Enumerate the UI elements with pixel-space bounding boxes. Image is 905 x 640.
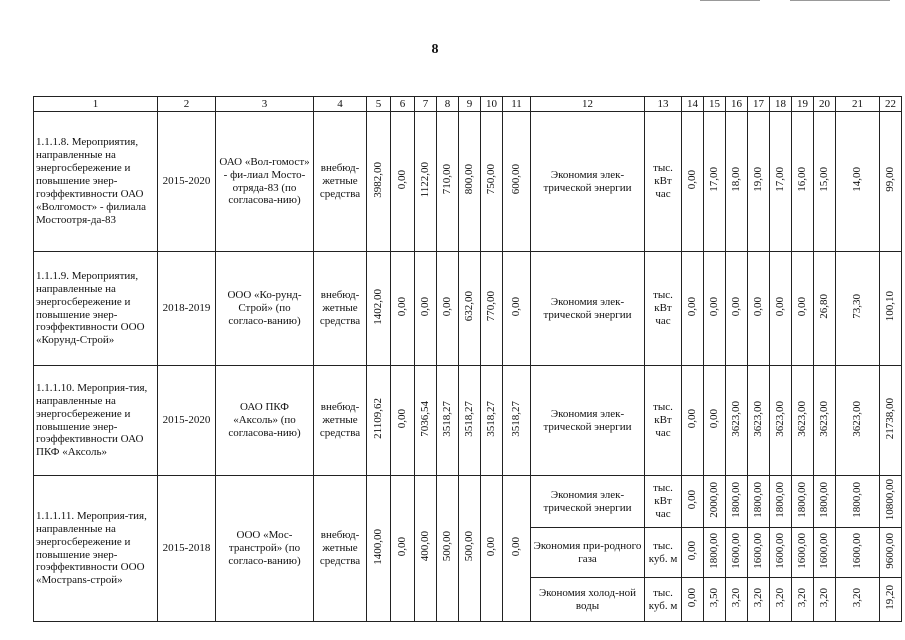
indicator-value-text: 19,20 [884,585,897,610]
indicator-value-text: 1800,00 [752,481,765,518]
funding-value [415,112,437,252]
indicator-name: Экономия элек-трической энергии [531,112,645,252]
indicator-unit: тыс. кВт час [645,112,682,252]
indicator-value [726,252,748,366]
funding-value-text: 0,00 [510,536,523,557]
column-number-14: 14 [682,97,704,112]
indicator-value [682,578,704,622]
column-number-19: 19 [792,97,814,112]
column-number-11: 11 [503,97,531,112]
indicator-value-text: 0,00 [774,296,787,317]
indicator-value-text: 1800,00 [851,481,864,518]
indicator-value [814,366,836,476]
indicator-value [814,252,836,366]
indicator-value [704,366,726,476]
indicator-value [836,366,880,476]
indicator-value-text: 3,20 [730,587,743,608]
funding-value [481,476,503,622]
table-row [34,252,902,366]
funding-value [459,252,481,366]
column-number-18: 18 [770,97,792,112]
indicator-value-text: 0,00 [708,296,721,317]
funding-value-text: 3518,27 [510,400,523,437]
indicator-value [704,476,726,528]
table-header-row [34,97,902,112]
funding-value-text: 500,00 [463,531,476,562]
indicator-value [792,528,814,578]
executor: ОАО «Вол-гомост» - фи-лиал Мосто-отряда-83 (по согласова-нию) [216,112,314,252]
indicator-value [682,252,704,366]
indicator-unit: тыс. кВт час [645,476,682,528]
indicator-name: Экономия холод-ной воды [531,578,645,622]
funding-value [503,476,531,622]
indicator-value-text: 3623,00 [730,400,743,437]
funding-value [459,366,481,476]
indicator-value [836,476,880,528]
funding-value-text: 500,00 [441,531,454,562]
indicator-value [792,252,814,366]
executor: ООО «Ко-рунд-Строй» (по согласо-ванию) [216,252,314,366]
indicator-value [880,112,902,252]
funding-value-text: 21109,62 [372,398,385,439]
indicator-value-text: 3,20 [774,587,787,608]
indicator-value-text: 2000,00 [708,481,721,518]
indicator-value [770,112,792,252]
indicator-value [880,578,902,622]
implementation-period: 2015-2020 [158,366,216,476]
funding-value-text: 3518,27 [485,400,498,437]
funding-value-text: 632,00 [463,291,476,322]
indicator-name: Экономия элек-трической энергии [531,366,645,476]
funding-source: внебюд-жетные средства [314,366,367,476]
funding-value-text: 3518,27 [463,400,476,437]
measure-description: 1.1.1.8. Мероприятия, направленные на энергосбережение и повышение энер-гоэффективности ОАО «Волгомост» - филиала Мостоотря-да-83 [34,112,158,252]
funding-source: внебюд-жетные средства [314,252,367,366]
executor: ОАО ПКФ «Аксоль» (по согласова-нию) [216,366,314,476]
funding-value-text: 7036,54 [419,400,432,437]
column-number-1: 1 [34,97,158,112]
column-number-10: 10 [481,97,503,112]
funding-value-text: 0,00 [396,296,409,317]
indicator-value [748,476,770,528]
column-number-5: 5 [367,97,391,112]
indicator-value-text: 3623,00 [851,400,864,437]
indicator-value [682,528,704,578]
indicator-value-text: 1600,00 [752,532,765,569]
indicator-value [748,366,770,476]
column-number-21: 21 [836,97,880,112]
funding-value-text: 0,00 [510,296,523,317]
column-number-4: 4 [314,97,367,112]
funding-value [437,366,459,476]
funding-value [459,476,481,622]
indicator-value-text: 3,50 [708,587,721,608]
funding-value [459,112,481,252]
indicator-value [748,528,770,578]
funding-value [391,112,415,252]
funding-value [391,366,415,476]
column-number-22: 22 [880,97,902,112]
indicator-value-text: 9600,00 [884,532,897,569]
indicator-value [880,528,902,578]
funding-source: внебюд-жетные средства [314,476,367,622]
indicator-value [836,112,880,252]
indicator-value [704,252,726,366]
indicator-value [814,528,836,578]
funding-value-text: 3518,27 [441,400,454,437]
indicator-value [880,476,902,528]
indicator-value [770,252,792,366]
indicator-unit: тыс. кВт час [645,252,682,366]
funding-value [391,252,415,366]
indicator-value-text: 1600,00 [774,532,787,569]
indicator-value-text: 0,00 [686,540,699,561]
column-number-13: 13 [645,97,682,112]
indicator-value-text: 1800,00 [818,481,831,518]
funding-value-text: 1122,00 [419,161,432,198]
implementation-period: 2015-2018 [158,476,216,622]
indicator-value [836,578,880,622]
funding-value [437,476,459,622]
indicator-value-text: 14,00 [851,167,864,192]
funding-value [481,112,503,252]
funding-value-text: 600,00 [510,164,523,195]
column-number-3: 3 [216,97,314,112]
executor: ООО «Мос-транстрой» (по согласо-ванию) [216,476,314,622]
indicator-value [726,476,748,528]
funding-value-text: 3982,00 [372,161,385,198]
funding-value-text: 710,00 [441,164,454,195]
funding-value-text: 0,00 [396,169,409,190]
indicator-value-text: 21738,00 [884,397,897,440]
funding-value [367,366,391,476]
indicator-value-text: 1800,00 [730,481,743,518]
indicator-value-text: 17,00 [708,167,721,192]
indicator-value-text: 0,00 [686,296,699,317]
indicator-value-text: 19,00 [752,167,765,192]
indicator-value-text: 16,00 [796,167,809,192]
indicator-value [726,528,748,578]
indicator-value-text: 1600,00 [818,532,831,569]
funding-value [481,366,503,476]
funding-value [437,252,459,366]
indicator-value [682,366,704,476]
column-number-6: 6 [391,97,415,112]
indicator-value-text: 3623,00 [818,400,831,437]
page-number: 8 [431,42,439,57]
indicator-value-text: 1600,00 [796,532,809,569]
table-row [34,476,902,528]
indicator-value-text: 0,00 [730,296,743,317]
funding-value-text: 400,00 [419,531,432,562]
indicator-value-text: 1600,00 [730,532,743,569]
funding-value [503,112,531,252]
funding-value-text: 1402,00 [372,288,385,325]
column-number-8: 8 [437,97,459,112]
indicator-value-text: 3623,00 [796,400,809,437]
funding-value-text: 0,00 [419,296,432,317]
indicator-value [792,112,814,252]
funding-value [437,112,459,252]
indicator-value-text: 0,00 [686,587,699,608]
indicator-value-text: 1800,00 [774,481,787,518]
measure-description: 1.1.1.10. Мероприя-тия, направленные на энергосбережение и повышение энер-гоэффективности ОАО ПКФ «Аксоль» [34,366,158,476]
funding-value-text: 0,00 [485,536,498,557]
funding-value-text: 0,00 [396,408,409,429]
indicator-value-text: 26,80 [818,294,831,319]
indicator-value-text: 100,10 [884,291,897,322]
funding-value-text: 0,00 [396,536,409,557]
column-number-17: 17 [748,97,770,112]
indicator-value [814,578,836,622]
column-number-7: 7 [415,97,437,112]
funding-value-text: 0,00 [441,296,454,317]
funding-value [415,476,437,622]
table-row [34,112,902,252]
funding-value [415,366,437,476]
indicator-value [770,528,792,578]
indicator-name: Экономия элек-трической энергии [531,252,645,366]
indicator-value-text: 73,30 [851,294,864,319]
column-number-15: 15 [704,97,726,112]
funding-value [481,252,503,366]
column-number-9: 9 [459,97,481,112]
funding-value [415,252,437,366]
indicator-value [726,366,748,476]
indicator-value-text: 1600,00 [851,532,864,569]
indicator-value-text: 18,00 [730,167,743,192]
indicator-value [682,112,704,252]
indicator-value-text: 0,00 [796,296,809,317]
indicator-value [814,112,836,252]
column-number-16: 16 [726,97,748,112]
indicator-unit: тыс. куб. м [645,578,682,622]
funding-value-text: 1400,00 [372,528,385,565]
indicator-value-text: 3,20 [851,587,864,608]
funding-value [367,252,391,366]
indicator-value [726,578,748,622]
column-number-20: 20 [814,97,836,112]
indicator-name: Экономия элек-трической энергии [531,476,645,528]
indicator-value [792,476,814,528]
indicator-value-text: 0,00 [752,296,765,317]
indicator-value [880,366,902,476]
indicator-value [836,252,880,366]
indicator-value [770,578,792,622]
funding-value [391,476,415,622]
indicator-value-text: 15,00 [818,167,831,192]
column-number-2: 2 [158,97,216,112]
indicator-value [814,476,836,528]
funding-value-text: 750,00 [485,164,498,195]
table-row [34,366,902,476]
indicator-value [682,476,704,528]
program-measures-table [33,96,902,622]
indicator-value-text: 1800,00 [708,532,721,569]
funding-value-text: 770,00 [485,291,498,322]
column-number-12: 12 [531,97,645,112]
indicator-value-text: 1800,00 [796,481,809,518]
indicator-value-text: 3,20 [752,587,765,608]
indicator-value-text: 99,00 [884,167,897,192]
indicator-value [880,252,902,366]
indicator-value [704,112,726,252]
indicator-value-text: 0,00 [686,169,699,190]
indicator-value [770,476,792,528]
indicator-value [748,578,770,622]
funding-source: внебюд-жетные средства [314,112,367,252]
funding-value [503,366,531,476]
indicator-value-text: 17,00 [774,167,787,192]
indicator-value-text: 3,20 [796,587,809,608]
implementation-period: 2015-2020 [158,112,216,252]
indicator-value [748,112,770,252]
indicator-name: Экономия при-родного газа [531,528,645,578]
indicator-value-text: 3623,00 [752,400,765,437]
funding-value-text: 800,00 [463,164,476,195]
indicator-value [770,366,792,476]
indicator-value [792,366,814,476]
funding-value [503,252,531,366]
page-edge-line [790,0,890,1]
indicator-value [726,112,748,252]
indicator-value [748,252,770,366]
measure-description: 1.1.1.11. Мероприя-тия, направленные на энергосбережение и повышение энер-гоэффективности ООО «Мострans-строй» [34,476,158,622]
indicator-value-text: 0,00 [708,408,721,429]
page-edge-line [700,0,760,1]
indicator-value-text: 3623,00 [774,400,787,437]
funding-value [367,476,391,622]
implementation-period: 2018-2019 [158,252,216,366]
indicator-value [704,528,726,578]
indicator-value [704,578,726,622]
indicator-value-text: 3,20 [818,587,831,608]
indicator-value-text: 0,00 [686,408,699,429]
funding-value [367,112,391,252]
indicator-value [836,528,880,578]
indicator-value [792,578,814,622]
measure-description: 1.1.1.9. Мероприятия, направленные на энергосбережение и повышение энер-гоэффективности ООО «Корунд-Строй» [34,252,158,366]
indicator-unit: тыс. куб. м [645,528,682,578]
indicator-value-text: 0,00 [686,489,699,510]
indicator-value-text: 10800,00 [884,478,897,521]
indicator-unit: тыс. кВт час [645,366,682,476]
